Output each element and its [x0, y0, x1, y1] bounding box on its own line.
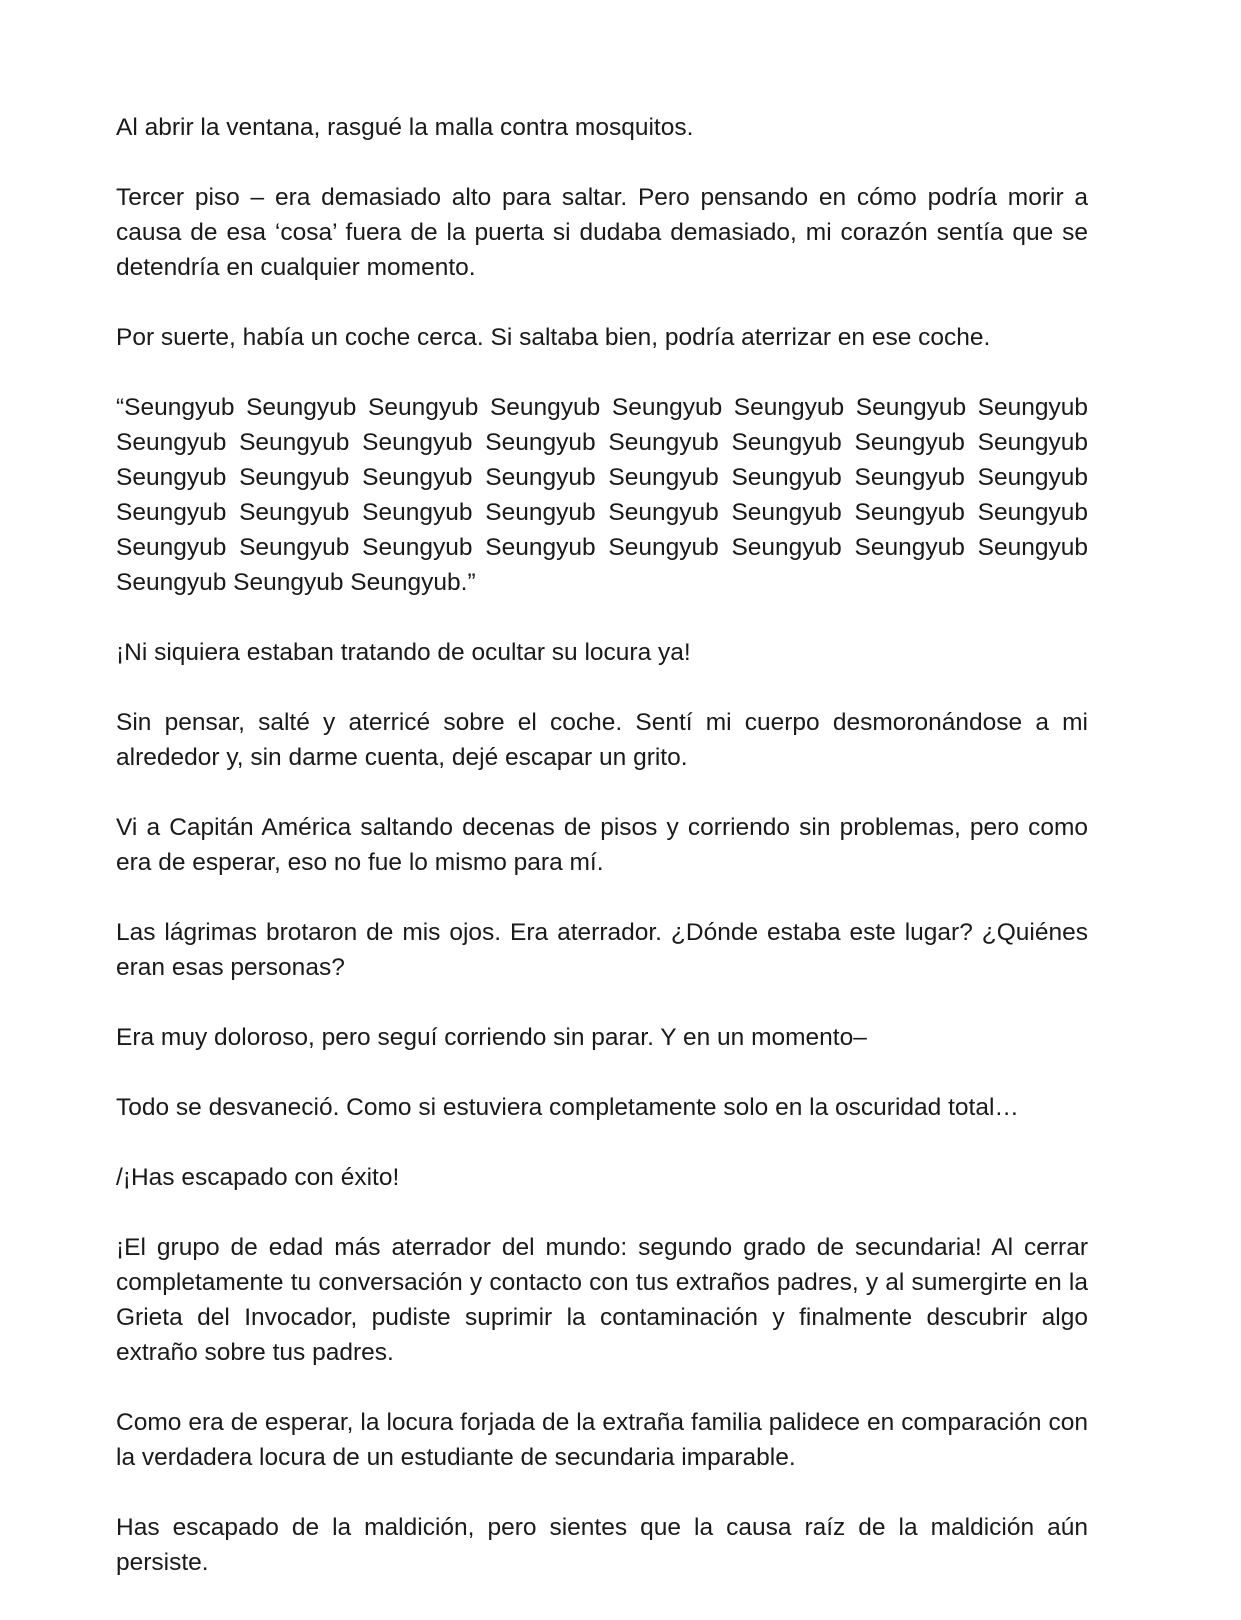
paragraph: Has escapado de la maldición, pero sientes que la causa raíz de la maldición aún persiste. [116, 1514, 1088, 1576]
paragraph: Por suerte, había un coche cerca. Si saltaba bien, podría aterrizar en ese coche. [116, 324, 991, 351]
document-body [116, 110, 1088, 1580]
paragraph-chant: “Seungyub Seungyub Seungyub Seungyub Seungyub Seungyub Seungyub Seungyub Seungyub Seungyub Seungyub Seungyub Seungyub Seungyub Seungyub Seungyub Seungyub Seungyub Seungyub Seungyub Seungyub Seungyub Seungyub Seungyub Seungyub Seungyub Seungyub Seungyub Seungyub Seungyub Seungyub Seungyub Seungyub Seungyub Seungyub Seungyub Seungyub Seungyub Seungyub Seungyub Seungyub Seungyub Seungyub.” [116, 394, 1088, 596]
paragraph: Sin pensar, salté y aterricé sobre el coche. Sentí mi cuerpo desmoronándose a mi alrededor y, sin darme cuenta, dejé escapar un grito. [116, 709, 1088, 771]
paragraph: Tercer piso – era demasiado alto para saltar. Pero pensando en cómo podría morir a causa de esa ‘cosa’ fuera de la puerta si dudaba demasiado, mi corazón sentía que se detendría en cualquier momento. [116, 184, 1088, 281]
paragraph: Como era de esperar, la locura forjada de la extraña familia palidece en comparación con la verdadera locura de un estudiante de secundaria imparable. [116, 1409, 1088, 1471]
paragraph: Al abrir la ventana, rasgué la malla contra mosquitos. [116, 114, 694, 141]
paragraph: ¡El grupo de edad más aterrador del mundo: segundo grado de secundaria! Al cerrar completamente tu conversación y contacto con tus extraños padres, y al sumergirte en la Grieta del Invocador, pudiste suprimir la contaminación y finalmente descubrir algo extraño sobre tus padres. [116, 1234, 1088, 1366]
paragraph: Todo se desvaneció. Como si estuviera completamente solo en la oscuridad total… [116, 1094, 1019, 1121]
paragraph: Las lágrimas brotaron de mis ojos. Era aterrador. ¿Dónde estaba este lugar? ¿Quiénes eran esas personas? [116, 919, 1088, 981]
paragraph: Era muy doloroso, pero seguí corriendo sin parar. Y en un momento– [116, 1024, 867, 1051]
system-message: /¡Has escapado con éxito! [116, 1164, 400, 1191]
paragraph: Vi a Capitán América saltando decenas de pisos y corriendo sin problemas, pero como era de esperar, eso no fue lo mismo para mí. [116, 814, 1088, 876]
paragraph: ¡Ni siquiera estaban tratando de ocultar su locura ya! [116, 639, 691, 666]
